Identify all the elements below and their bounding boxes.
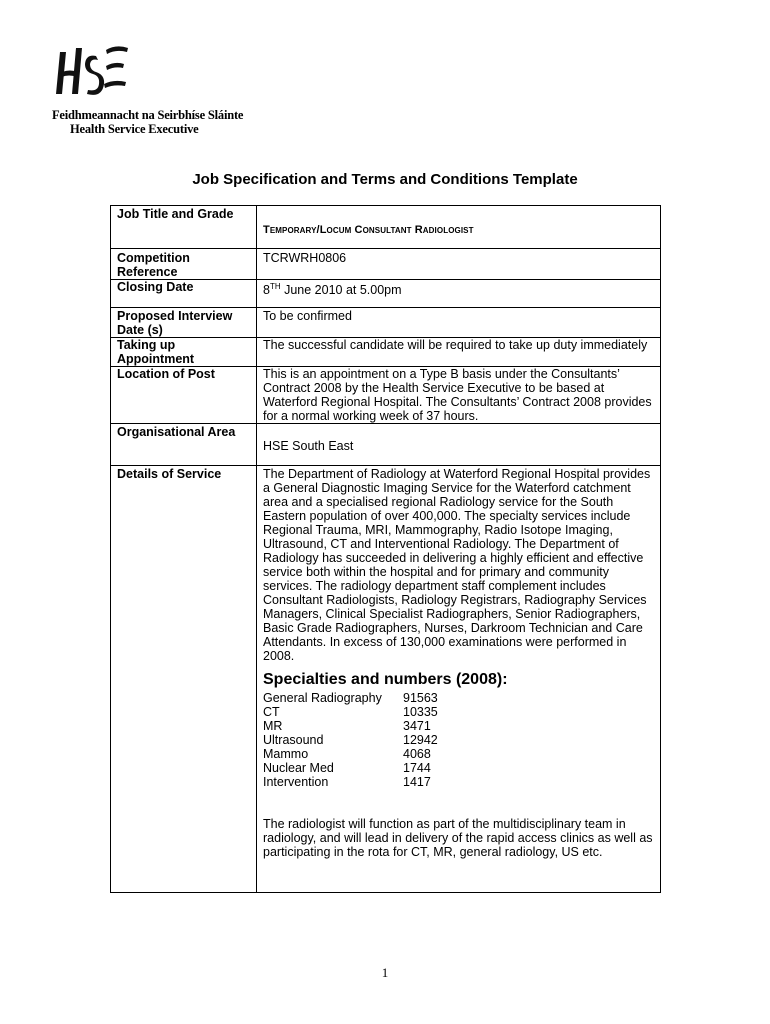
org-area-label: Organisational Area	[111, 424, 257, 466]
competition-label: Competition Reference	[111, 249, 257, 280]
list-item: Mammo 4068	[263, 747, 431, 761]
table-row	[111, 338, 661, 367]
table-row	[111, 249, 661, 280]
table-row	[111, 308, 661, 338]
logo-irish-name: Feidhmeannacht na Seirbhíse Sláinte	[52, 108, 244, 122]
closing-date-label: Closing Date	[111, 280, 257, 308]
list-item: Intervention 1417	[263, 775, 431, 789]
hse-logo-mark	[52, 42, 132, 104]
table-row	[111, 206, 661, 249]
table-row	[111, 424, 661, 466]
list-item: MR 3471	[263, 719, 431, 733]
details-intro: The Department of Radiology at Waterford Regional Hospital provides a General Diagnostic Imaging Service for the Waterford catchment area and a specialised regional Radiology service for the South Eastern population of over 400,000. The specialty services include Regional Trauma, MRI, Mammography, Radio Isotope Imaging, Ultrasound, CT and Interventional Radiology. The Department of Radiology has succeeded in delivering a highly efficient and effective service both within the hospital and for primary and community services. The radiology department staff complement includes Consultant Radiologists, Radiology Registrars, Radiography Services Managers, Clinical Specialist Radiographers, Senior Radiographers, Basic Grade Radiographers, Nurses, Darkroom Technician and Care Attendants. In excess of 130,000 examinations were performed in 2008.	[263, 467, 651, 663]
list-item: Nuclear Med 1744	[263, 761, 431, 775]
closing-day: 8	[263, 283, 270, 298]
details-value	[257, 466, 661, 893]
job-title-label: Job Title and Grade	[111, 206, 257, 249]
location-value: This is an appointment on a Type B basis under the Consultants’ Contract 2008 by the Health Service Executive to be based at Waterford Regional Hospital. The Consultants’ Contract 2008 provides for a normal working week of 37 hours.	[257, 367, 661, 424]
list-item: General Radiography 91563	[263, 691, 438, 705]
list-item: Ultrasound 12942	[263, 733, 438, 747]
closing-rest: June 2010 at 5.00pm	[280, 283, 402, 298]
taking-up-label: Taking up Appointment	[111, 338, 257, 367]
competition-value: TCRWRH0806	[257, 249, 661, 280]
closing-day-suffix: TH	[269, 282, 281, 291]
table-row	[111, 367, 661, 424]
specialties-heading: Specialties and numbers (2008):	[263, 671, 508, 688]
list-item: CT 10335	[263, 705, 438, 719]
table-row	[111, 466, 661, 893]
table-row	[111, 280, 661, 308]
interview-label: Proposed Interview Date (s)	[111, 308, 257, 338]
specialties-list	[263, 691, 654, 789]
job-spec-table	[110, 205, 661, 893]
document-title: Job Specification and Terms and Conditions Template	[192, 171, 578, 188]
job-title-text: Temporary/Locum Consultant Radiologist	[263, 224, 474, 236]
interview-value: To be confirmed	[257, 308, 661, 338]
location-label: Location of Post	[111, 367, 257, 424]
org-area-value: HSE South East	[257, 424, 661, 466]
details-label: Details of Service	[111, 466, 257, 893]
closing-date-value	[257, 280, 661, 308]
taking-up-value: The successful candidate will be required to take up duty immediately	[257, 338, 661, 367]
logo-english-name: Health Service Executive	[70, 122, 199, 136]
page-number: 1	[381, 965, 389, 980]
details-closing-text: The radiologist will function as part of the multidisciplinary team in radiology, and will lead in delivery of the rapid access clinics as well as participating in the rota for CT, MR, general radiology, US etc.	[263, 817, 653, 859]
job-title-value	[257, 206, 661, 249]
hse-logo	[52, 42, 222, 104]
